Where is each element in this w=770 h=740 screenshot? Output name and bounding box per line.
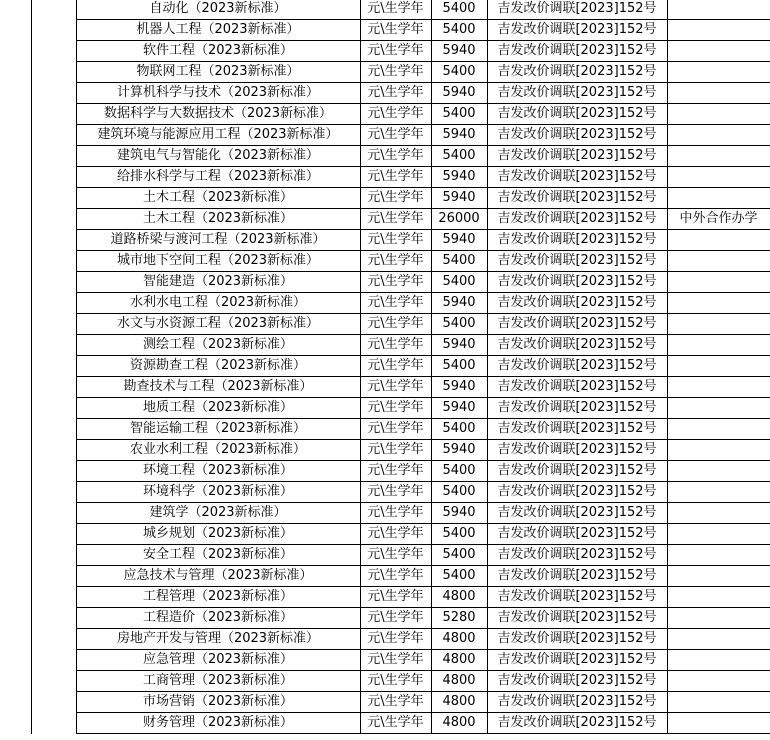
blank-index-cell (0, 230, 31, 251)
blank-index-cell (0, 209, 31, 230)
approval-document-cell: 吉发改价调联[2023]152号 (487, 251, 667, 272)
fee-amount-cell: 4800 (431, 629, 487, 650)
blank-index-cell (0, 608, 31, 629)
fee-amount-cell: 5400 (431, 461, 487, 482)
table-row (0, 545, 770, 566)
major-name-cell: 水文与水资源工程（2023新标准） (76, 314, 360, 335)
remark-cell (667, 125, 770, 146)
fee-unit-cell: 元\生学年 (360, 692, 431, 713)
blank-category-cell (31, 293, 76, 314)
blank-index-cell (0, 335, 31, 356)
blank-category-cell (31, 62, 76, 83)
blank-category-cell (31, 713, 76, 734)
major-name-cell: 应急技术与管理（2023新标准） (76, 566, 360, 587)
fee-unit-cell: 元\生学年 (360, 251, 431, 272)
fee-amount-cell: 5400 (431, 0, 487, 20)
table-row (0, 503, 770, 524)
blank-index-cell (0, 650, 31, 671)
table-row (0, 209, 770, 230)
table-row (0, 419, 770, 440)
blank-category-cell (31, 188, 76, 209)
approval-document-cell: 吉发改价调联[2023]152号 (487, 440, 667, 461)
table-row (0, 671, 770, 692)
major-name-cell: 房地产开发与管理（2023新标准） (76, 629, 360, 650)
blank-category-cell (31, 629, 76, 650)
major-name-cell: 应急管理（2023新标准） (76, 650, 360, 671)
approval-document-cell: 吉发改价调联[2023]152号 (487, 335, 667, 356)
remark-cell (667, 461, 770, 482)
fee-amount-cell: 5940 (431, 230, 487, 251)
remark-cell (667, 335, 770, 356)
fee-amount-cell: 5400 (431, 62, 487, 83)
blank-index-cell (0, 692, 31, 713)
approval-document-cell: 吉发改价调联[2023]152号 (487, 209, 667, 230)
major-name-cell: 物联网工程（2023新标准） (76, 62, 360, 83)
major-name-cell: 计算机科学与技术（2023新标准） (76, 83, 360, 104)
major-name-cell: 智能建造（2023新标准） (76, 272, 360, 293)
blank-category-cell (31, 209, 76, 230)
table-row (0, 587, 770, 608)
blank-category-cell (31, 671, 76, 692)
approval-document-cell: 吉发改价调联[2023]152号 (487, 587, 667, 608)
approval-document-cell: 吉发改价调联[2023]152号 (487, 545, 667, 566)
blank-index-cell (0, 314, 31, 335)
major-name-cell: 地质工程（2023新标准） (76, 398, 360, 419)
blank-category-cell (31, 0, 76, 20)
remark-cell (667, 503, 770, 524)
blank-category-cell (31, 146, 76, 167)
major-name-cell: 建筑环境与能源应用工程（2023新标准） (76, 125, 360, 146)
major-name-cell: 建筑电气与智能化（2023新标准） (76, 146, 360, 167)
blank-category-cell (31, 335, 76, 356)
fee-amount-cell: 5400 (431, 146, 487, 167)
fee-unit-cell: 元\生学年 (360, 272, 431, 293)
blank-index-cell (0, 188, 31, 209)
approval-document-cell: 吉发改价调联[2023]152号 (487, 692, 667, 713)
fee-amount-cell: 5400 (431, 545, 487, 566)
major-name-cell: 环境科学（2023新标准） (76, 482, 360, 503)
table-row (0, 41, 770, 62)
blank-category-cell (31, 419, 76, 440)
major-name-cell: 水利水电工程（2023新标准） (76, 293, 360, 314)
fee-amount-cell: 4800 (431, 713, 487, 734)
blank-category-cell (31, 230, 76, 251)
fee-unit-cell: 元\生学年 (360, 461, 431, 482)
blank-index-cell (0, 104, 31, 125)
table-row (0, 482, 770, 503)
fee-unit-cell: 元\生学年 (360, 482, 431, 503)
blank-index-cell (0, 524, 31, 545)
fee-unit-cell: 元\生学年 (360, 398, 431, 419)
blank-index-cell (0, 41, 31, 62)
fee-unit-cell: 元\生学年 (360, 566, 431, 587)
blank-index-cell (0, 713, 31, 734)
approval-document-cell: 吉发改价调联[2023]152号 (487, 0, 667, 20)
remark-cell (667, 251, 770, 272)
blank-category-cell (31, 482, 76, 503)
approval-document-cell: 吉发改价调联[2023]152号 (487, 356, 667, 377)
fee-amount-cell: 5400 (431, 482, 487, 503)
table-row (0, 188, 770, 209)
fee-unit-cell: 元\生学年 (360, 419, 431, 440)
remark-cell (667, 230, 770, 251)
approval-document-cell: 吉发改价调联[2023]152号 (487, 146, 667, 167)
fee-amount-cell: 26000 (431, 209, 487, 230)
approval-document-cell: 吉发改价调联[2023]152号 (487, 293, 667, 314)
approval-document-cell: 吉发改价调联[2023]152号 (487, 650, 667, 671)
fee-amount-cell: 5940 (431, 398, 487, 419)
remark-cell (667, 713, 770, 734)
remark-cell (667, 398, 770, 419)
remark-cell (667, 356, 770, 377)
fee-amount-cell: 5940 (431, 335, 487, 356)
blank-category-cell (31, 650, 76, 671)
fee-amount-cell: 5280 (431, 608, 487, 629)
blank-index-cell (0, 482, 31, 503)
table-row (0, 524, 770, 545)
remark-cell (667, 566, 770, 587)
table-row (0, 650, 770, 671)
table-row (0, 314, 770, 335)
major-name-cell: 土木工程（2023新标准） (76, 209, 360, 230)
remark-cell (667, 587, 770, 608)
table-row (0, 167, 770, 188)
major-name-cell: 环境工程（2023新标准） (76, 461, 360, 482)
fee-unit-cell: 元\生学年 (360, 545, 431, 566)
blank-category-cell (31, 692, 76, 713)
blank-category-cell (31, 524, 76, 545)
table-row (0, 461, 770, 482)
approval-document-cell: 吉发改价调联[2023]152号 (487, 230, 667, 251)
fee-unit-cell: 元\生学年 (360, 62, 431, 83)
approval-document-cell: 吉发改价调联[2023]152号 (487, 482, 667, 503)
table-row (0, 104, 770, 125)
fee-amount-cell: 5400 (431, 419, 487, 440)
approval-document-cell: 吉发改价调联[2023]152号 (487, 671, 667, 692)
major-name-cell: 勘查技术与工程（2023新标准） (76, 377, 360, 398)
remark-cell (667, 440, 770, 461)
major-name-cell: 工商管理（2023新标准） (76, 671, 360, 692)
fee-unit-cell: 元\生学年 (360, 146, 431, 167)
major-name-cell: 软件工程（2023新标准） (76, 41, 360, 62)
fee-amount-cell: 4800 (431, 650, 487, 671)
approval-document-cell: 吉发改价调联[2023]152号 (487, 629, 667, 650)
fee-amount-cell: 5400 (431, 314, 487, 335)
fee-unit-cell: 元\生学年 (360, 230, 431, 251)
remark-cell (667, 482, 770, 503)
major-name-cell: 给排水科学与工程（2023新标准） (76, 167, 360, 188)
blank-index-cell (0, 545, 31, 566)
fee-amount-cell: 5400 (431, 104, 487, 125)
blank-category-cell (31, 566, 76, 587)
major-name-cell: 自动化（2023新标准） (76, 0, 360, 20)
major-name-cell: 安全工程（2023新标准） (76, 545, 360, 566)
table-row (0, 692, 770, 713)
fee-unit-cell: 元\生学年 (360, 209, 431, 230)
approval-document-cell: 吉发改价调联[2023]152号 (487, 503, 667, 524)
blank-category-cell (31, 251, 76, 272)
fee-unit-cell: 元\生学年 (360, 377, 431, 398)
blank-category-cell (31, 314, 76, 335)
blank-category-cell (31, 608, 76, 629)
remark-cell (667, 650, 770, 671)
remark-cell (667, 314, 770, 335)
blank-category-cell (31, 125, 76, 146)
fee-amount-cell: 4800 (431, 692, 487, 713)
approval-document-cell: 吉发改价调联[2023]152号 (487, 461, 667, 482)
fee-unit-cell: 元\生学年 (360, 167, 431, 188)
blank-index-cell (0, 440, 31, 461)
major-name-cell: 测绘工程（2023新标准） (76, 335, 360, 356)
table-row (0, 608, 770, 629)
table-row (0, 713, 770, 734)
fee-unit-cell: 元\生学年 (360, 356, 431, 377)
fee-unit-cell: 元\生学年 (360, 608, 431, 629)
major-name-cell: 机器人工程（2023新标准） (76, 20, 360, 41)
major-name-cell: 土木工程（2023新标准） (76, 188, 360, 209)
fee-amount-cell: 4800 (431, 587, 487, 608)
approval-document-cell: 吉发改价调联[2023]152号 (487, 566, 667, 587)
table-row (0, 83, 770, 104)
blank-category-cell (31, 440, 76, 461)
blank-index-cell (0, 629, 31, 650)
major-name-cell: 智能运输工程（2023新标准） (76, 419, 360, 440)
fee-amount-cell: 5940 (431, 188, 487, 209)
fee-amount-cell: 5940 (431, 83, 487, 104)
blank-category-cell (31, 587, 76, 608)
fee-unit-cell: 元\生学年 (360, 335, 431, 356)
remark-cell (667, 167, 770, 188)
major-name-cell: 资源勘查工程（2023新标准） (76, 356, 360, 377)
fee-amount-cell: 5940 (431, 503, 487, 524)
table-row (0, 62, 770, 83)
fee-amount-cell: 5940 (431, 293, 487, 314)
table-row (0, 251, 770, 272)
remark-cell (667, 272, 770, 293)
fee-amount-cell: 5940 (431, 377, 487, 398)
blank-category-cell (31, 377, 76, 398)
major-name-cell: 财务管理（2023新标准） (76, 713, 360, 734)
blank-category-cell (31, 272, 76, 293)
fee-unit-cell: 元\生学年 (360, 293, 431, 314)
approval-document-cell: 吉发改价调联[2023]152号 (487, 188, 667, 209)
remark-cell (667, 524, 770, 545)
major-name-cell: 道路桥梁与渡河工程（2023新标准） (76, 230, 360, 251)
fee-amount-cell: 5400 (431, 566, 487, 587)
fee-unit-cell: 元\生学年 (360, 650, 431, 671)
blank-category-cell (31, 356, 76, 377)
remark-cell (667, 629, 770, 650)
approval-document-cell: 吉发改价调联[2023]152号 (487, 419, 667, 440)
major-name-cell: 工程管理（2023新标准） (76, 587, 360, 608)
table-row (0, 125, 770, 146)
remark-cell (667, 419, 770, 440)
table-row (0, 335, 770, 356)
blank-index-cell (0, 62, 31, 83)
fee-unit-cell: 元\生学年 (360, 314, 431, 335)
blank-index-cell (0, 398, 31, 419)
approval-document-cell: 吉发改价调联[2023]152号 (487, 524, 667, 545)
blank-index-cell (0, 125, 31, 146)
major-name-cell: 市场营销（2023新标准） (76, 692, 360, 713)
remark-cell (667, 20, 770, 41)
approval-document-cell: 吉发改价调联[2023]152号 (487, 713, 667, 734)
fee-amount-cell: 5400 (431, 272, 487, 293)
fee-unit-cell: 元\生学年 (360, 671, 431, 692)
remark-cell: 中外合作办学 (667, 209, 770, 230)
approval-document-cell: 吉发改价调联[2023]152号 (487, 167, 667, 188)
blank-category-cell (31, 41, 76, 62)
blank-index-cell (0, 461, 31, 482)
table-row (0, 293, 770, 314)
fee-unit-cell: 元\生学年 (360, 440, 431, 461)
remark-cell (667, 188, 770, 209)
blank-category-cell (31, 83, 76, 104)
blank-index-cell (0, 587, 31, 608)
table-row (0, 272, 770, 293)
blank-index-cell (0, 251, 31, 272)
fee-amount-cell: 5940 (431, 125, 487, 146)
fee-amount-cell: 5400 (431, 251, 487, 272)
fee-unit-cell: 元\生学年 (360, 83, 431, 104)
fee-unit-cell: 元\生学年 (360, 188, 431, 209)
fee-amount-cell: 5400 (431, 356, 487, 377)
blank-index-cell (0, 419, 31, 440)
fee-amount-cell: 5940 (431, 167, 487, 188)
major-name-cell: 农业水利工程（2023新标准） (76, 440, 360, 461)
fee-unit-cell: 元\生学年 (360, 41, 431, 62)
blank-index-cell (0, 167, 31, 188)
remark-cell (667, 293, 770, 314)
remark-cell (667, 104, 770, 125)
blank-category-cell (31, 398, 76, 419)
blank-category-cell (31, 503, 76, 524)
fee-unit-cell: 元\生学年 (360, 104, 431, 125)
fee-unit-cell: 元\生学年 (360, 629, 431, 650)
approval-document-cell: 吉发改价调联[2023]152号 (487, 125, 667, 146)
table-row (0, 20, 770, 41)
fee-amount-cell: 5940 (431, 440, 487, 461)
approval-document-cell: 吉发改价调联[2023]152号 (487, 62, 667, 83)
remark-cell (667, 671, 770, 692)
table-row (0, 566, 770, 587)
major-name-cell: 建筑学（2023新标准） (76, 503, 360, 524)
blank-index-cell (0, 377, 31, 398)
fee-unit-cell: 元\生学年 (360, 503, 431, 524)
fee-unit-cell: 元\生学年 (360, 587, 431, 608)
remark-cell (667, 0, 770, 20)
blank-category-cell (31, 167, 76, 188)
approval-document-cell: 吉发改价调联[2023]152号 (487, 314, 667, 335)
major-name-cell: 城市地下空间工程（2023新标准） (76, 251, 360, 272)
approval-document-cell: 吉发改价调联[2023]152号 (487, 41, 667, 62)
blank-index-cell (0, 83, 31, 104)
fee-unit-cell: 元\生学年 (360, 524, 431, 545)
approval-document-cell: 吉发改价调联[2023]152号 (487, 272, 667, 293)
fee-amount-cell: 5400 (431, 524, 487, 545)
table-row (0, 356, 770, 377)
blank-index-cell (0, 356, 31, 377)
blank-index-cell (0, 20, 31, 41)
blank-category-cell (31, 461, 76, 482)
approval-document-cell: 吉发改价调联[2023]152号 (487, 608, 667, 629)
remark-cell (667, 608, 770, 629)
major-name-cell: 数据科学与大数据技术（2023新标准） (76, 104, 360, 125)
fee-unit-cell: 元\生学年 (360, 713, 431, 734)
blank-category-cell (31, 104, 76, 125)
remark-cell (667, 83, 770, 104)
table-row (0, 230, 770, 251)
fee-amount-cell: 5400 (431, 20, 487, 41)
major-name-cell: 城乡规划（2023新标准） (76, 524, 360, 545)
blank-index-cell (0, 272, 31, 293)
table-row (0, 629, 770, 650)
blank-category-cell (31, 545, 76, 566)
blank-category-cell (31, 20, 76, 41)
remark-cell (667, 545, 770, 566)
blank-index-cell (0, 671, 31, 692)
remark-cell (667, 692, 770, 713)
table-row (0, 146, 770, 167)
fee-amount-cell: 4800 (431, 671, 487, 692)
fee-unit-cell: 元\生学年 (360, 125, 431, 146)
remark-cell (667, 377, 770, 398)
blank-index-cell (0, 0, 31, 20)
major-name-cell: 工程造价（2023新标准） (76, 608, 360, 629)
remark-cell (667, 146, 770, 167)
approval-document-cell: 吉发改价调联[2023]152号 (487, 377, 667, 398)
fee-amount-cell: 5940 (431, 41, 487, 62)
remark-cell (667, 62, 770, 83)
blank-index-cell (0, 566, 31, 587)
blank-index-cell (0, 146, 31, 167)
blank-index-cell (0, 503, 31, 524)
approval-document-cell: 吉发改价调联[2023]152号 (487, 104, 667, 125)
blank-index-cell (0, 293, 31, 314)
fee-unit-cell: 元\生学年 (360, 20, 431, 41)
table-row (0, 0, 770, 20)
approval-document-cell: 吉发改价调联[2023]152号 (487, 398, 667, 419)
approval-document-cell: 吉发改价调联[2023]152号 (487, 20, 667, 41)
table-row (0, 440, 770, 461)
remark-cell (667, 41, 770, 62)
table-row (0, 398, 770, 419)
table-row (0, 377, 770, 398)
approval-document-cell: 吉发改价调联[2023]152号 (487, 83, 667, 104)
fee-unit-cell: 元\生学年 (360, 0, 431, 20)
